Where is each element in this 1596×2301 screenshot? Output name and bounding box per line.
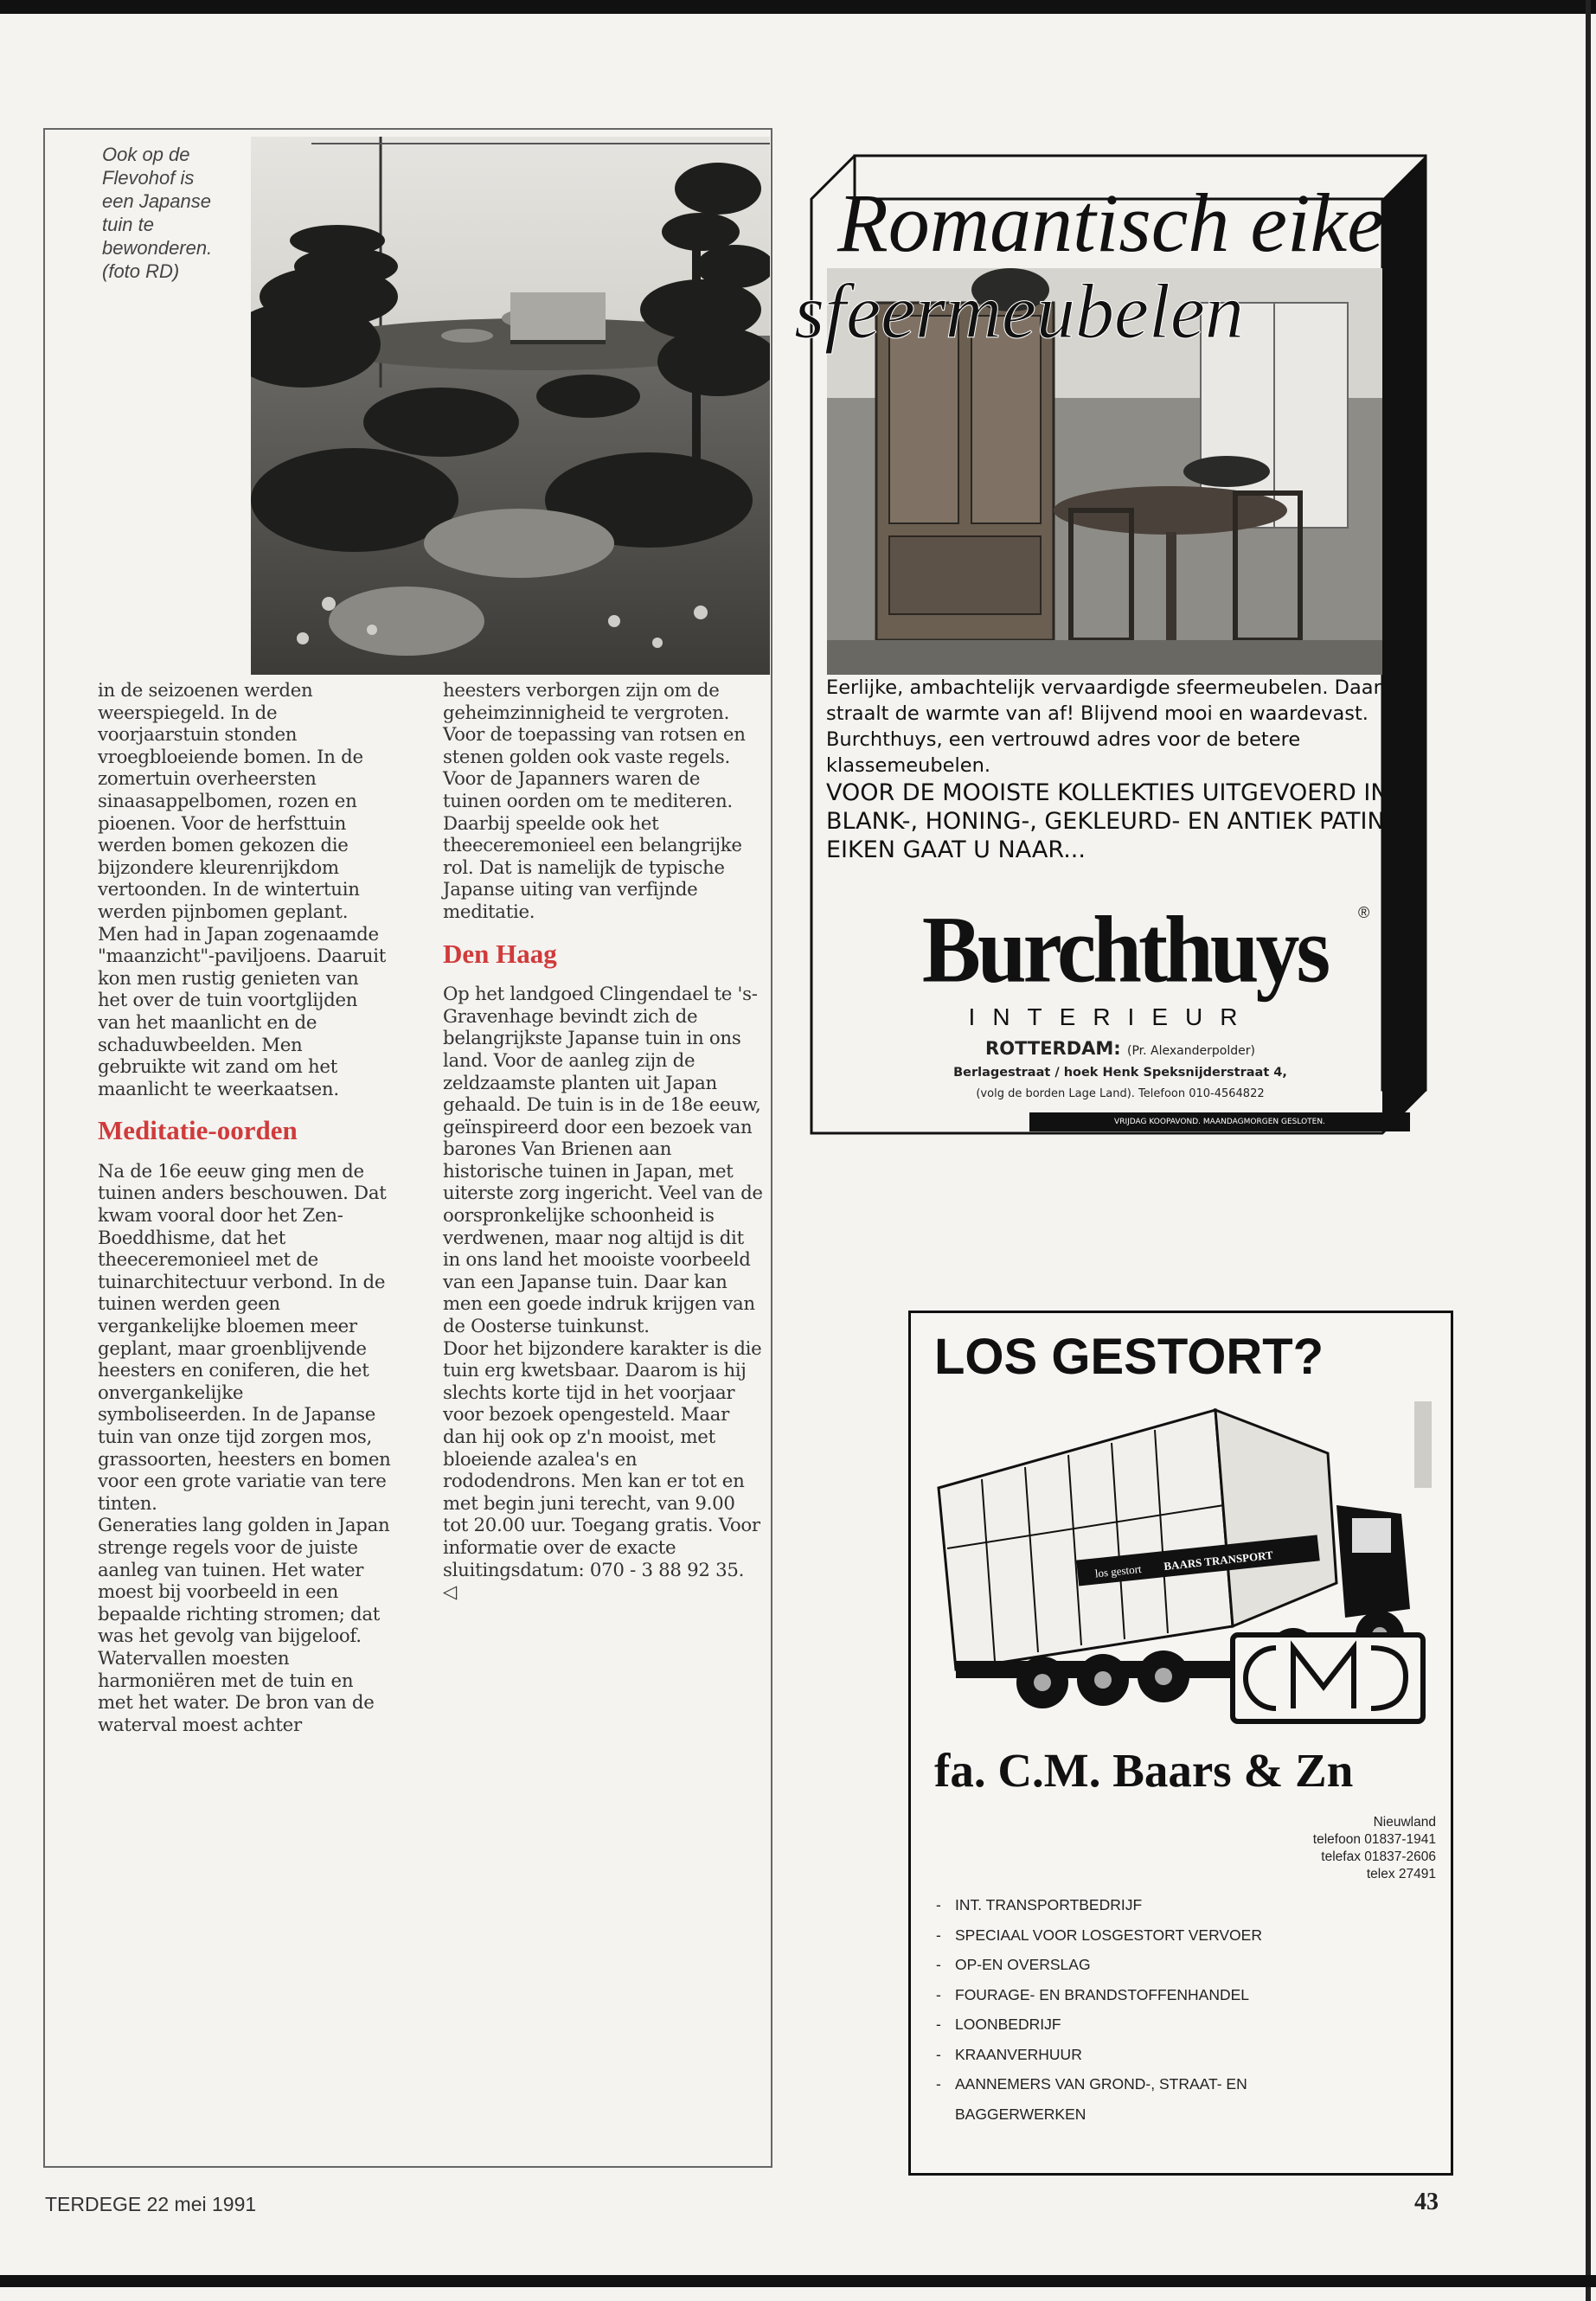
opening-hours-strip: VRIJDAG KOOPAVOND. MAANDAGMORGEN GESLOTEN. [1029,1112,1410,1131]
subheading-meditatie-oorden: Meditatie-oorden [98,1115,298,1146]
service-item: - OP-EN OVERSLAG [936,1950,1438,1980]
ad-headline-sfeermeubelen: sfeermeubelen [794,269,1244,355]
baars-contact [1228,1814,1436,1883]
photo-caption: Ook op de Flevohof is een Japanse tuin te bewonderen. (foto RD) [102,144,213,282]
article-column-1 [98,680,392,1736]
article-paragraph: heesters verborgen zijn om de geheimzinnigheid te vergroten. Voor de toepassing van rotsen en stenen golden ook vaste regels. Voor de Japanners waren de tuinen oorden om te mediteren. Daarbij speelde ook het theeceremonieel een belangrijke rol. Dat is namelijk de typische Japanse uiting van verfijnde meditatie. [443,680,746,923]
japanese-garden-photo [251,137,770,675]
store-city-note: (Pr. Alexanderpolder) [1127,1044,1255,1058]
service-item: - SPECIAAL VOOR LOSGESTORT VERVOER [936,1920,1438,1951]
service-item: - INT. TRANSPORTBEDRIJF [936,1890,1438,1920]
service-item: - LOONBEDRIJF [936,2009,1438,2040]
truck-company-text: BAARS TRANSPORT [1163,1548,1274,1574]
baars-phone: telefoon 01837-1941 [1312,1832,1436,1847]
footer-publication: TERDEGE 22 mei 1991 [45,2193,257,2215]
registered-mark: ® [1358,904,1370,921]
cmb-logo-icon [1233,1635,1423,1721]
top-border [0,0,1596,14]
service-item-continued: BAGGERWERKEN [955,2105,1086,2123]
garden-photo-drawing [251,137,770,675]
burchthuys-logo: Burchthuys [921,897,1328,1003]
baars-place: Nieuwland [1373,1815,1436,1830]
baars-firm-name: fa. C.M. Baars & Zn [934,1744,1354,1797]
article-paragraph: Na de 16e eeuw ging men de tuinen anders beschouwen. Dat kwam vooral door het Zen-Boeddhisme, dat het theeceremonieel met de tuinarchitectuur verbond. In de tuinen werden geen vergankelijke bloemen meer geplant, maar groenblijvende heesters en coniferen, die het onvergankelijke symboliseerden. In de Japanse tuin van onze tijd zorgen mos, grassoorten, heesters en bomen voor een grote variatie van tere tinten. [98,1160,391,1515]
store-directions-phone: (volg de borden Lage Land). Telefoon 010-4564822 [976,1087,1265,1100]
burchthuys-collections-text: VOOR DE MOOISTE KOLLEKTIES UITGEVOERD IN BLANK-, HONING-, GEKLEURD- EN ANTIEK PATINÉ EIKEN GAAT U NAAR... [826,779,1400,863]
store-address: Berlagestraat / hoek Henk Speksnijderstraat 4, [953,1066,1287,1080]
bottom-border [0,2275,1596,2287]
burchthuys-body-text: Eerlijke, ambachtelijk vervaardigde sfeermeubelen. Daar straalt de warmte van af! Blijvend mooi en waardevast. Burchthuys, een vertrouwd adres voor de betere klassemeubelen. [826,676,1381,777]
article-paragraph: in de seizoenen werden weerspiegeld. In de voorjaarstuin stonden vroegbloeiende bomen. In de zomertuin overheersten sinaasappelbomen, rozen en pioenen. Voor de herfsttuin werden bomen gekozen die bijzondere kleurenrijkdom vertoonden. In de wintertuin werden pijnbomen geplant. [98,680,363,923]
baars-fax: telefax 01837-2606 [1321,1849,1436,1864]
subheading-den-haag: Den Haag [443,938,557,969]
article-paragraph: Generaties lang golden in Japan strenge regels voor de juiste aanleg van tuinen. Het water moest bij voorbeeld in een bepaalde richting stromen; dat was het gevolg van bijgeloof. Watervallen moesten harmoniëren met de tuin en met het water. De bron van de waterval moest achter [98,1515,390,1736]
baars-telex: telex 27491 [1366,1867,1436,1881]
service-item: - KRAANVERHUUR [936,2040,1438,2070]
truck-logo-text: los gestort [1094,1561,1143,1580]
page-number: 43 [1414,2189,1439,2215]
interieur-label: INTERIEUR [968,1003,1255,1030]
ad-headline-romantisch: Romantisch eiken [837,176,1426,269]
article-paragraph: Op het landgoed Clingendael te 's-Gravenhage bevindt zich de belangrijkste Japanse tuin in ons land. Voor de aanleg zijn de zeldzaamste planten uit Japan gehaald. De tuin is in de 18e eeuw, geïnspireerd door een bezoek van barones Van Brienen aan historische tuinen in Japan, met uiterste zorg ingericht. Veel van de oorspronkelijke schoonheid is verdwenen, maar nog altijd is dit in ons land het mooiste voorbeeld van een Japanse tuin. Daar kan men een goede indruk krijgen van de Oosterse tuinkunst. [443,984,763,1338]
article-paragraph: Door het bijzondere karakter is die tuin erg kwetsbaar. Daarom is hij slechts korte tijd in het voorjaar voor bezoek opengesteld. Maar dan hij ook op z'n mooist, met bloeiende azalea's en rododendrons. Men kan er tot en met begin juni terecht, van 9.00 tot 20.00 uur. Toegang gratis. Voor informatie over de exacte sluitingsdatum: 070 - 3 88 92 35. ◁ [443,1337,762,1604]
store-city-name: ROTTERDAM: [985,1038,1121,1059]
right-border [1586,0,1591,2301]
service-item: - FOURAGE- EN BRANDSTOFFENHANDEL [936,1980,1438,2010]
service-item: - AANNEMERS VAN GROND-, STRAAT- EN [936,2069,1438,2099]
baars-headline: LOS GESTORT? [934,1329,1324,1385]
article-column-2 [443,680,763,1604]
store-city [826,1038,1414,1059]
baars-services-list [936,1890,1438,2129]
article-paragraph: Men had in Japan zogenaamde "maanzicht"-paviljoens. Daaruit kon men rustig genieten van het over de tuin voortglijden van het maanlicht en de schaduwbeelden. Men gebruikte wit zand om het maanlicht te weerkaatsen. [98,923,386,1100]
truck-illustration [930,1401,1440,1739]
